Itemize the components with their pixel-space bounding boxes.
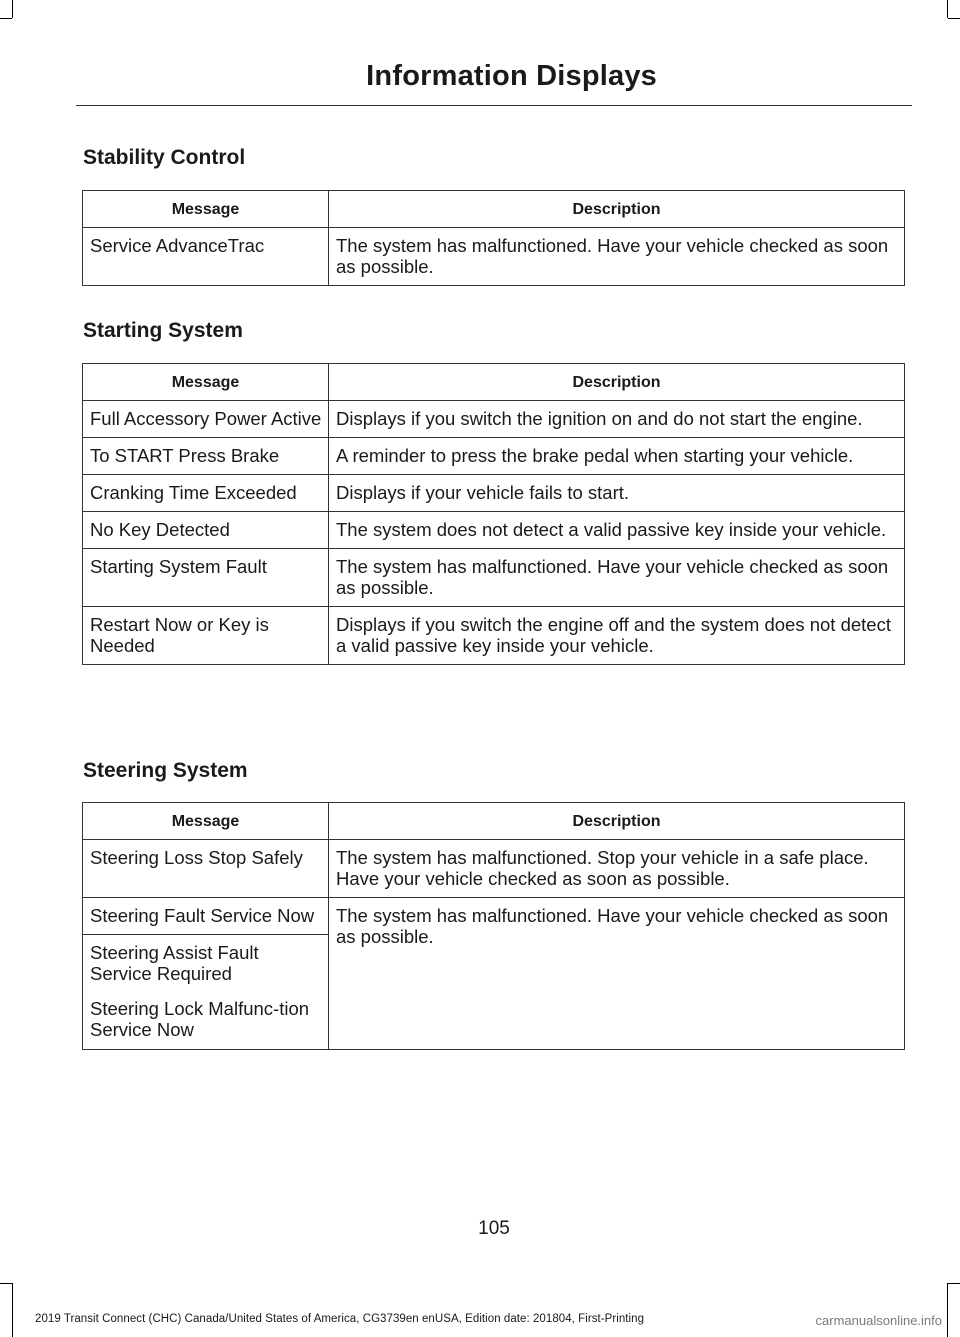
description-cell: Displays if you switch the engine off and the system does not detect a valid passive key inside your vehicle. xyxy=(329,607,905,665)
table-row xyxy=(83,228,905,286)
message-cell: To START Press Brake xyxy=(83,438,329,475)
message-text: Steering Lock Malfunc-tion Service Now xyxy=(90,998,310,1040)
description-cell: The system has malfunctioned. Have your vehicle checked as soon as possible. xyxy=(329,228,905,286)
table-row xyxy=(83,512,905,549)
description-cell: The system has malfunctioned. Have your vehicle checked as soon as possible. xyxy=(329,898,905,1050)
steering-system-table xyxy=(82,802,905,1050)
watermark: carmanualsonline.info xyxy=(815,1313,942,1328)
message-cell: Full Accessory Power Active xyxy=(83,401,329,438)
crop-mark xyxy=(947,1283,948,1337)
description-cell: Displays if you switch the ignition on and do not start the engine. xyxy=(329,401,905,438)
message-cell-group xyxy=(83,935,329,1050)
section-title-starting-system: Starting System xyxy=(83,319,243,342)
stability-control-table xyxy=(82,190,905,286)
message-cell: Service AdvanceTrac xyxy=(83,228,329,286)
message-cell: Steering Loss Stop Safely xyxy=(83,840,329,898)
message-cell: Steering Fault Service Now xyxy=(83,898,329,935)
message-text: Steering Assist Fault Service Required xyxy=(90,942,259,984)
message-cell: Restart Now or Key is Needed xyxy=(83,607,329,665)
table-header-row xyxy=(83,803,905,840)
starting-system-table xyxy=(82,363,905,665)
message-cell: Starting System Fault xyxy=(83,549,329,607)
table-row xyxy=(83,475,905,512)
table-row xyxy=(83,840,905,898)
crop-mark xyxy=(12,0,13,18)
crop-mark xyxy=(0,1283,12,1284)
table-row xyxy=(83,549,905,607)
crop-mark xyxy=(948,1283,960,1284)
message-cell: No Key Detected xyxy=(83,512,329,549)
section-title-steering-system: Steering System xyxy=(83,759,248,782)
page-number: 105 xyxy=(478,1218,510,1239)
column-header-description: Description xyxy=(329,364,905,401)
column-header-message: Message xyxy=(83,364,329,401)
description-cell: Displays if your vehicle fails to start. xyxy=(329,475,905,512)
crop-mark xyxy=(12,1283,13,1337)
column-header-description: Description xyxy=(329,191,905,228)
column-header-message: Message xyxy=(83,191,329,228)
column-header-message: Message xyxy=(83,803,329,840)
table-row xyxy=(83,401,905,438)
description-cell: The system has malfunctioned. Have your vehicle checked as soon as possible. xyxy=(329,549,905,607)
section-title-stability-control: Stability Control xyxy=(83,146,246,169)
crop-mark xyxy=(947,0,948,18)
crop-mark xyxy=(948,18,960,19)
message-cell: Cranking Time Exceeded xyxy=(83,475,329,512)
page-header-title: Information Displays xyxy=(366,60,657,92)
description-cell: The system does not detect a valid passive key inside your vehicle. xyxy=(329,512,905,549)
description-cell: A reminder to press the brake pedal when starting your vehicle. xyxy=(329,438,905,475)
table-row xyxy=(83,607,905,665)
description-cell: The system has malfunctioned. Stop your vehicle in a safe place. Have your vehicle checked as soon as possible. xyxy=(329,840,905,898)
crop-mark xyxy=(0,18,12,19)
table-row xyxy=(83,898,905,935)
table-header-row xyxy=(83,191,905,228)
table-row xyxy=(83,438,905,475)
column-header-description: Description xyxy=(329,803,905,840)
footer-edition-info: 2019 Transit Connect (CHC) Canada/United States of America, CG3739en enUSA, Edition date: 201804, First-Printing xyxy=(35,1313,645,1325)
header-divider xyxy=(76,105,912,106)
table-header-row xyxy=(83,364,905,401)
